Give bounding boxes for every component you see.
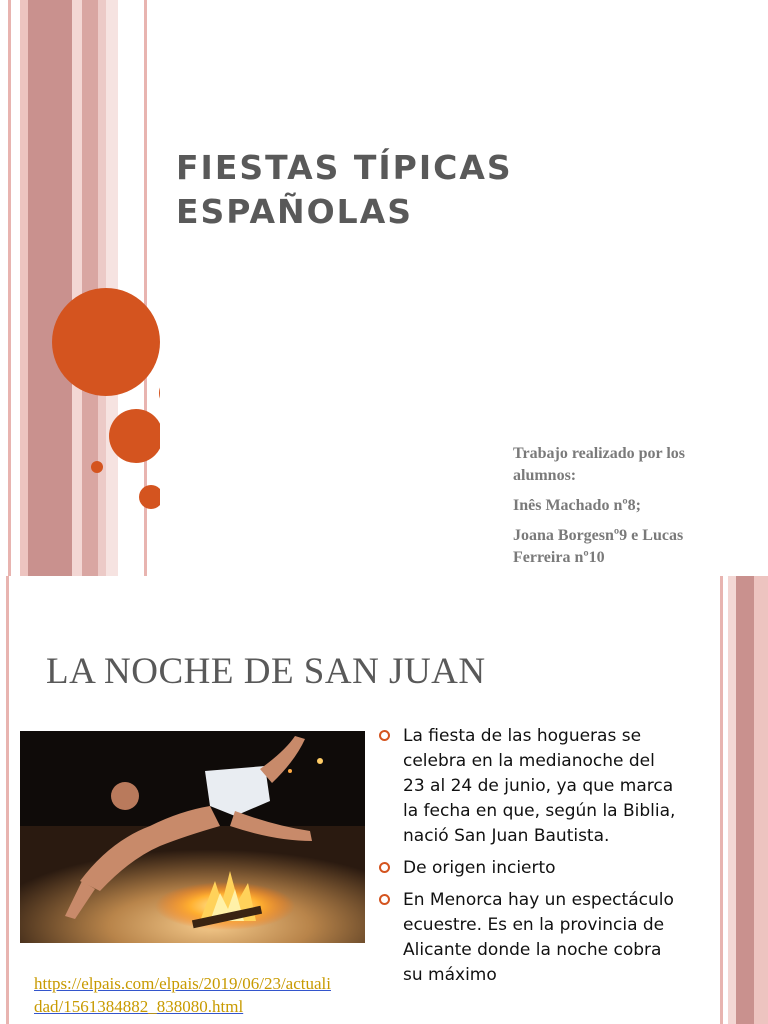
list-item [378,724,678,849]
circle-bullet-icon [379,894,390,905]
decorative-stripes [0,0,160,576]
left-border-line [6,576,9,1024]
content-slide [0,576,768,1024]
bullet-text: La fiesta de las hogueras se celebra en la medianoche del 23 al 24 de junio, ya que marca la fecha en que, según la Biblia, nació San Juan Bautista. [403,726,676,846]
title-line-2: ESPAÑOLAS [176,192,414,231]
bullet-list [378,724,678,995]
bonfire-jump-illustration [20,731,365,943]
decorative-stripes [720,576,768,1024]
author-line: Inês Machado nº8; [513,497,641,514]
circle-bullet-icon [379,730,390,741]
bullet-text: En Menorca hay un espectáculo ecuestre. Es en la provincia de Alicante donde la noche cobra su máximo [403,890,674,985]
author-line: Joana Borgesnº9 e Lucas Ferreira nº10 [513,527,684,566]
authors-intro: Trabajo realizado por los alumnos: [513,445,685,484]
bonfire-photo [20,731,365,943]
title-line-1: FIESTAS TÍPICAS [176,148,513,187]
list-item [378,888,678,988]
presentation-title [176,146,736,234]
source-link[interactable]: https://elpais.com/elpais/2019/06/23/actualidad/1561384882_838080.html [34,974,331,1016]
bullet-text: De origen incierto [403,858,556,878]
slide-title: LA NOCHE DE SAN JUAN [46,651,486,692]
authors-block [513,443,743,576]
list-item [378,856,678,881]
circle-bullet-icon [379,862,390,873]
